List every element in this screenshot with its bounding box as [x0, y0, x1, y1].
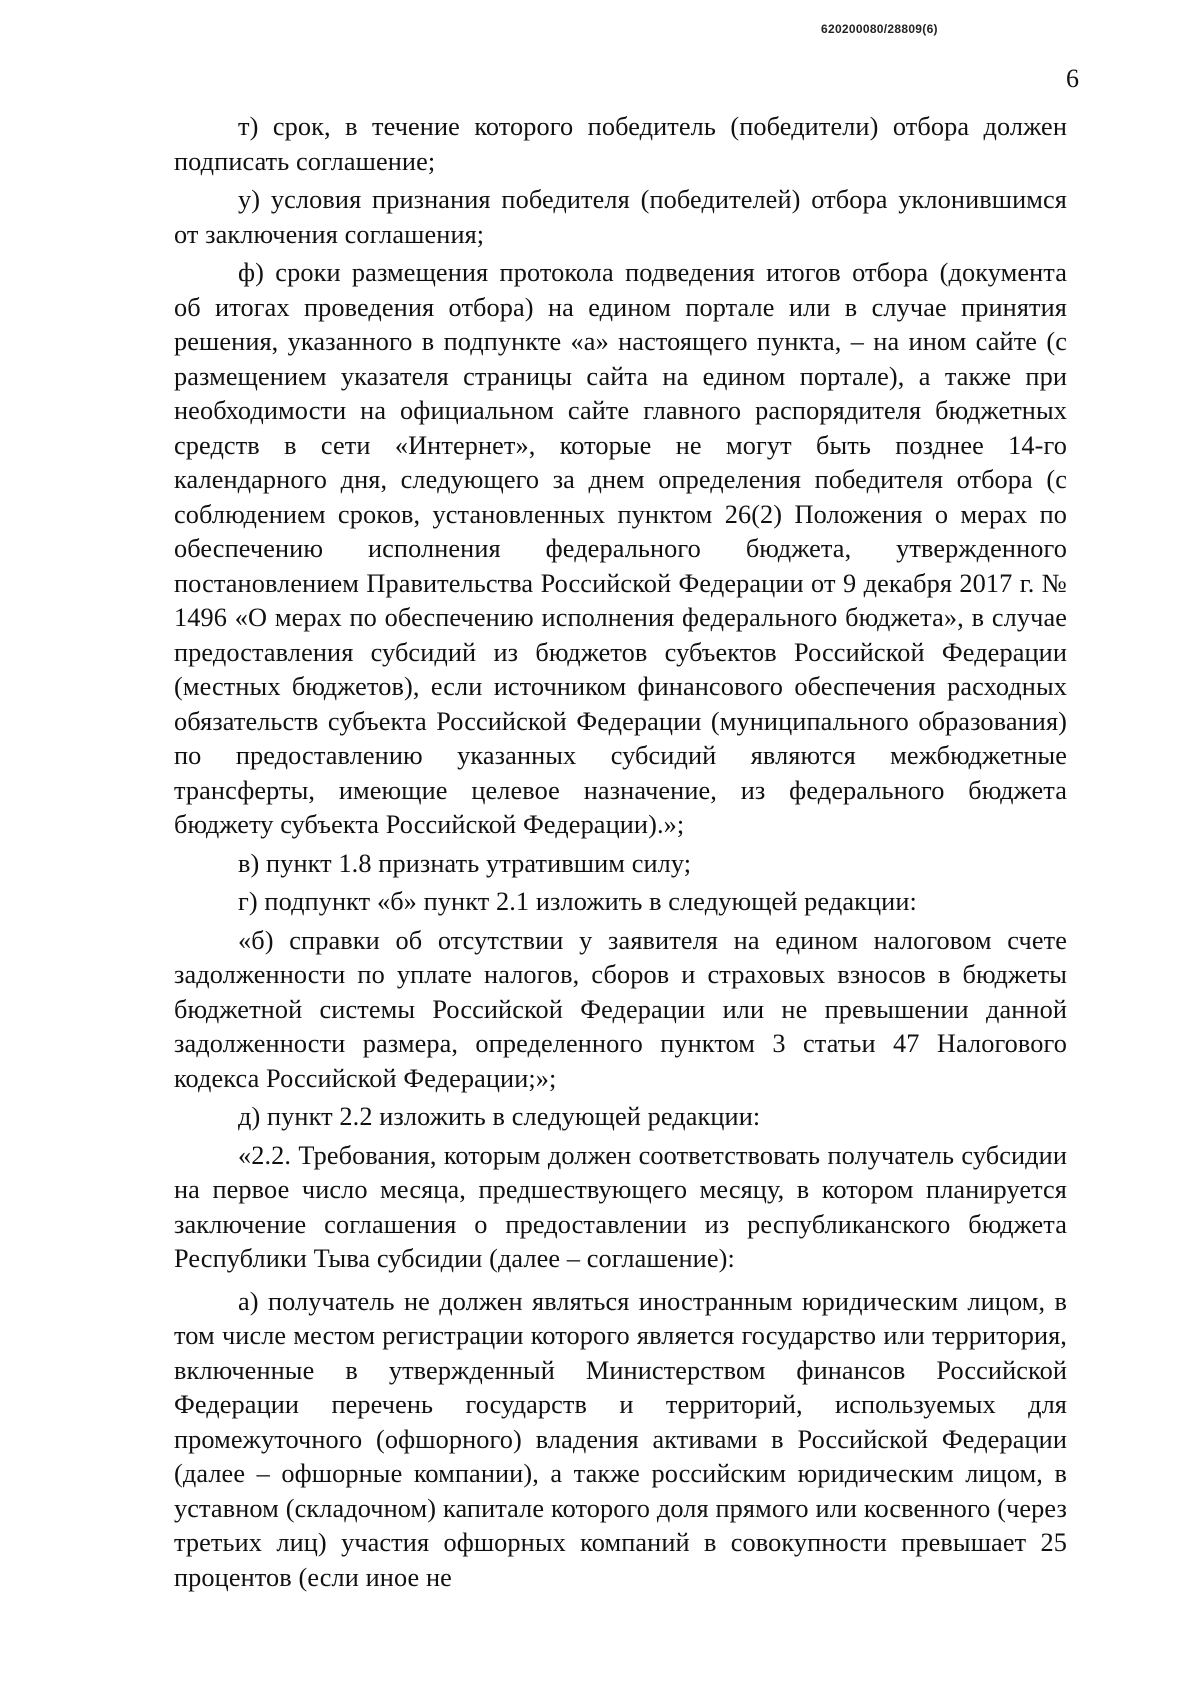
paragraph-d: д) пункт 2.2 изложить в следующей редакции:	[238, 1102, 761, 1131]
paragraph-a: а) получатель не должен являться иностранным юридическим лицом, в том числе местом регистрации которого является государство или территория, включенные в утвержденный Министерством финансов Российской Федерации перечень государств и территорий, используемых для промежуточного (офшорного) владения активами в Российской Федерации (далее – офшорные компании), а также российским юридическим лицом, в уставном (складочном) капитале которого доля прямого или косвенного (через третьих лиц) участия офшорных компаний в совокупности превышает 25 процентов (если иное не	[174, 1286, 1067, 1592]
document-body	[174, 110, 1067, 1595]
paragraph-g: г) подпункт «б» пункт 2.1 изложить в следующей редакции:	[238, 887, 917, 916]
document-number: 620200080/28809(6)	[821, 22, 938, 36]
paragraph-f: ф) сроки размещения протокола подведения итогов отбора (документа об итогах проведения отбора) на едином портале или в случае принятия решения, указанного в подпункте «а» настоящего пункта, – на ином сайте (с размещением указателя страницы сайта на едином портале), а также при необходимости на официальном сайте главного распорядителя бюджетных средств в сети «Интернет», которые не могут быть позднее 14-го календарного дня, следующего за днем определения победителя отбора (с соблюдением сроков, установленных пунктом 26(2) Положения о мерах по обеспечению исполнения федерального бюджета, утвержденного постановлением Правительства Российской Федерации от 9 декабря 2017 г. № 1496 «О мерах по обеспечению исполнения федерального бюджета», в случае предоставления субсидий из бюджетов субъектов Российской Федерации (местных бюджетов), если источником финансового обеспечения расходных обязательств субъекта Российской Федерации (муниципального образования) по предоставлению указанных субсидий являются межбюджетные трансферты, имеющие целевое назначение, из федерального бюджета бюджету субъекта Российской Федерации).»;	[174, 258, 1067, 839]
paragraph-2-2: «2.2. Требования, которым должен соответствовать получатель субсидии на первое число месяца, предшествующего месяцу, в котором планируется заключение соглашения о предоставлении из республиканского бюджета Республики Тыва субсидии (далее – соглашение):	[174, 1140, 1067, 1273]
paragraph-v: в) пункт 1.8 признать утратившим силу;	[238, 848, 692, 878]
paragraph-t: т) срок, в течение которого победитель (победители) отбора должен подписать соглашение;	[174, 112, 1067, 176]
page-number: 6	[1066, 64, 1079, 93]
paragraph-u: у) условия признания победителя (победителей) отбора уклонившимся от заключения соглашения;	[174, 185, 1067, 249]
paragraph-b-quote: «б) справки об отсутствии у заявителя на едином налоговом счете задолженности по уплате налогов, сборов и страховых взносов в бюджеты бюджетной системы Российской Федерации или не превышении данной задолженности размера, определенного пунктом 3 статьи 47 Налогового кодекса Российской Федерации;»;	[174, 925, 1067, 1093]
